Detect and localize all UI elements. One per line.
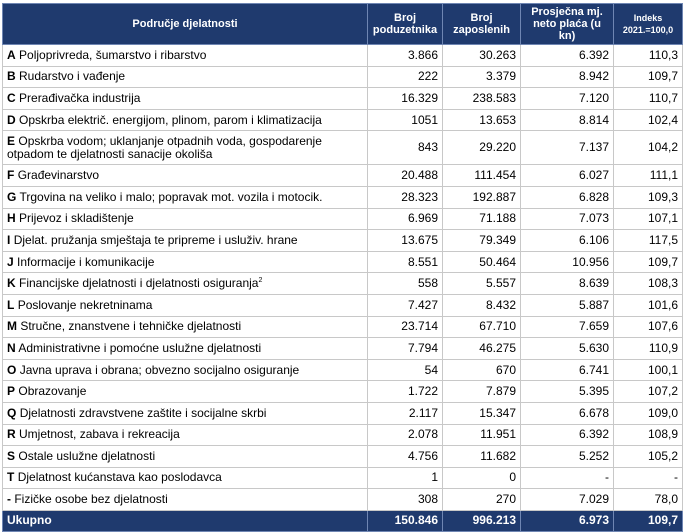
activity-code: I: [7, 232, 11, 247]
activity-cell: [3, 424, 368, 446]
activity-name: Poljoprivreda, šumarstvo i ribarstvo: [19, 47, 207, 62]
activity-cell: [3, 251, 368, 273]
entrepreneurs-cell: 2.117: [368, 402, 443, 424]
employees-cell: 5.557: [443, 273, 521, 295]
activity-name: Administrativne i pomoćne uslužne djelatnosti: [18, 340, 262, 355]
table-row: [3, 45, 683, 67]
entrepreneurs-cell: 1: [368, 467, 443, 489]
table-row: [3, 294, 683, 316]
employees-cell: 8.432: [443, 294, 521, 316]
footnote-marker: 2: [258, 277, 263, 285]
activity-code: L: [7, 297, 15, 312]
activity-code: O: [7, 362, 17, 377]
activity-cell: [3, 230, 368, 252]
activity-cell: [3, 446, 368, 468]
employees-cell: 67.710: [443, 316, 521, 338]
index-cell: 107,6: [614, 316, 683, 338]
activity-name: Opskrba vodom; uklanjanje otpadnih voda, gospodarenje otpadom te djelatnosti sanacije okoliša: [7, 133, 322, 161]
table-row: [3, 88, 683, 110]
table-header-row: [3, 4, 683, 45]
index-cell: 101,6: [614, 294, 683, 316]
activity-code: S: [7, 448, 16, 463]
index-cell: 111,1: [614, 165, 683, 187]
activity-code: R: [7, 427, 16, 442]
salary-cell: 8.942: [521, 66, 614, 88]
entrepreneurs-cell: 3.866: [368, 45, 443, 67]
activity-cell: [3, 109, 368, 131]
employees-cell: 29.220: [443, 131, 521, 165]
activity-cell: [3, 45, 368, 67]
entrepreneurs-cell: 23.714: [368, 316, 443, 338]
activity-code: E: [7, 133, 16, 148]
index-cell: 78,0: [614, 489, 683, 511]
entrepreneurs-cell: 8.551: [368, 251, 443, 273]
entrepreneurs-cell: 7.794: [368, 338, 443, 360]
total-employees: 996.213: [443, 510, 521, 531]
table-row: [3, 186, 683, 208]
activity-name: Umjetnost, zabava i rekreacija: [19, 427, 180, 442]
table-row: [3, 230, 683, 252]
index-cell: 110,7: [614, 88, 683, 110]
entrepreneurs-cell: 4.756: [368, 446, 443, 468]
employees-cell: 13.653: [443, 109, 521, 131]
activity-cell: [3, 131, 368, 165]
activity-name: Prerađivačka industrija: [19, 90, 141, 105]
index-cell: -: [614, 467, 683, 489]
activity-cell: [3, 208, 368, 230]
activity-cell: [3, 381, 368, 403]
salary-cell: -: [521, 467, 614, 489]
activity-code: A: [7, 47, 16, 62]
employees-cell: 50.464: [443, 251, 521, 273]
salary-cell: 5.630: [521, 338, 614, 360]
header-activity: Područje djelatnosti: [3, 4, 368, 45]
total-row: [3, 510, 683, 531]
total-entrepreneurs: 150.846: [368, 510, 443, 531]
salary-cell: 6.828: [521, 186, 614, 208]
employees-cell: 7.879: [443, 381, 521, 403]
activity-cell: [3, 165, 368, 187]
activity-name: Fizičke osobe bez djelatnosti: [14, 492, 168, 507]
header-index: Indeks 2021.=100,0: [614, 4, 683, 45]
table-row: [3, 316, 683, 338]
table-row: [3, 402, 683, 424]
employees-cell: 670: [443, 359, 521, 381]
entrepreneurs-cell: 20.488: [368, 165, 443, 187]
entrepreneurs-cell: 7.427: [368, 294, 443, 316]
index-cell: 110,9: [614, 338, 683, 360]
table-row: [3, 467, 683, 489]
index-cell: 117,5: [614, 230, 683, 252]
index-cell: 107,1: [614, 208, 683, 230]
employees-cell: 192.887: [443, 186, 521, 208]
total-label: Ukupno: [3, 510, 368, 531]
index-cell: 104,2: [614, 131, 683, 165]
activity-code: P: [7, 384, 16, 399]
employees-cell: 15.347: [443, 402, 521, 424]
entrepreneurs-cell: 16.329: [368, 88, 443, 110]
employees-cell: 0: [443, 467, 521, 489]
salary-cell: 5.252: [521, 446, 614, 468]
activity-cell: [3, 402, 368, 424]
salary-cell: 6.392: [521, 424, 614, 446]
index-cell: 100,1: [614, 359, 683, 381]
activity-code: H: [7, 211, 16, 226]
employees-cell: 111.454: [443, 165, 521, 187]
activity-name: Prijevoz i skladištenje: [19, 211, 134, 226]
activity-cell: [3, 294, 368, 316]
activity-cell: [3, 338, 368, 360]
activity-name: Rudarstvo i vađenje: [19, 69, 126, 84]
employees-cell: 3.379: [443, 66, 521, 88]
entrepreneurs-cell: 54: [368, 359, 443, 381]
activity-name: Građevinarstvo: [17, 168, 100, 183]
activity-code: G: [7, 189, 17, 204]
activity-code: N: [7, 340, 16, 355]
header-employees: Broj zaposlenih: [443, 4, 521, 45]
salary-cell: 6.106: [521, 230, 614, 252]
table-row: [3, 165, 683, 187]
activity-code: T: [7, 470, 15, 485]
entrepreneurs-cell: 1.722: [368, 381, 443, 403]
index-cell: 102,4: [614, 109, 683, 131]
table-row: [3, 446, 683, 468]
index-cell: 109,7: [614, 251, 683, 273]
activity-name: Financijske djelatnosti i djelatnosti osiguranja: [19, 276, 259, 291]
table-row: [3, 208, 683, 230]
total-salary: 6.973: [521, 510, 614, 531]
activity-name: Trgovina na veliko i malo; popravak mot. vozila i motocik.: [19, 189, 323, 204]
entrepreneurs-cell: 843: [368, 131, 443, 165]
table-row: [3, 131, 683, 165]
employees-cell: 270: [443, 489, 521, 511]
employees-cell: 11.951: [443, 424, 521, 446]
salary-cell: 5.887: [521, 294, 614, 316]
entrepreneurs-cell: 1051: [368, 109, 443, 131]
index-cell: 107,2: [614, 381, 683, 403]
table-row: [3, 251, 683, 273]
salary-cell: 6.678: [521, 402, 614, 424]
employees-cell: 71.188: [443, 208, 521, 230]
employees-cell: 238.583: [443, 88, 521, 110]
activity-name: Djelatnosti zdravstvene zaštite i socijalne skrbi: [19, 405, 267, 420]
activity-cell: [3, 316, 368, 338]
activity-cell: [3, 273, 368, 295]
activity-name: Djelat. pružanja smještaja te pripreme i usluživ. hrane: [13, 232, 298, 247]
activity-name: Opskrba električ. energijom, plinom, parom i klimatizacija: [19, 112, 322, 127]
entrepreneurs-cell: 13.675: [368, 230, 443, 252]
salary-cell: 7.073: [521, 208, 614, 230]
employees-cell: 30.263: [443, 45, 521, 67]
employees-cell: 79.349: [443, 230, 521, 252]
employees-cell: 11.682: [443, 446, 521, 468]
entrepreneurs-cell: 28.323: [368, 186, 443, 208]
header-salary: Prosječna mj. neto plaća (u kn): [521, 4, 614, 45]
employment-table: [2, 3, 683, 532]
activity-code: -: [7, 492, 11, 507]
activity-cell: [3, 88, 368, 110]
employees-cell: 46.275: [443, 338, 521, 360]
activity-cell: [3, 467, 368, 489]
activity-code: F: [7, 168, 15, 183]
salary-cell: 6.741: [521, 359, 614, 381]
activity-name: Obrazovanje: [18, 384, 87, 399]
entrepreneurs-cell: 558: [368, 273, 443, 295]
activity-cell: [3, 66, 368, 88]
entrepreneurs-cell: 6.969: [368, 208, 443, 230]
salary-cell: 7.137: [521, 131, 614, 165]
table-row: [3, 66, 683, 88]
activity-cell: [3, 489, 368, 511]
table-row: [3, 359, 683, 381]
salary-cell: 8.814: [521, 109, 614, 131]
index-cell: 108,9: [614, 424, 683, 446]
total-index: 109,7: [614, 510, 683, 531]
table-row: [3, 338, 683, 360]
salary-cell: 8.639: [521, 273, 614, 295]
activity-code: J: [7, 254, 14, 269]
activity-cell: [3, 186, 368, 208]
activity-name: Ostale uslužne djelatnosti: [18, 448, 156, 463]
salary-cell: 7.029: [521, 489, 614, 511]
activity-name: Informacije i komunikacije: [17, 254, 155, 269]
entrepreneurs-cell: 308: [368, 489, 443, 511]
index-cell: 109,7: [614, 66, 683, 88]
activity-code: D: [7, 112, 16, 127]
activity-name: Javna uprava i obrana; obvezno socijalno osiguranje: [19, 362, 300, 377]
table-row: [3, 424, 683, 446]
header-entrepreneurs: Broj poduzetnika: [368, 4, 443, 45]
activity-code: C: [7, 90, 16, 105]
table-row: [3, 489, 683, 511]
activity-name: Djelatnost kućanstava kao poslodavca: [17, 470, 222, 485]
salary-cell: 6.027: [521, 165, 614, 187]
activity-code: K: [7, 276, 16, 291]
activity-cell: [3, 359, 368, 381]
entrepreneurs-cell: 2.078: [368, 424, 443, 446]
table-row: [3, 109, 683, 131]
index-cell: 110,3: [614, 45, 683, 67]
entrepreneurs-cell: 222: [368, 66, 443, 88]
salary-cell: 10.956: [521, 251, 614, 273]
activity-code: B: [7, 69, 16, 84]
salary-cell: 5.395: [521, 381, 614, 403]
salary-cell: 7.120: [521, 88, 614, 110]
activity-name: Poslovanje nekretninama: [17, 297, 153, 312]
index-cell: 109,3: [614, 186, 683, 208]
table-row: [3, 273, 683, 295]
activity-name: Stručne, znanstvene i tehničke djelatnosti: [20, 319, 242, 334]
index-cell: 105,2: [614, 446, 683, 468]
activity-code: M: [7, 319, 17, 334]
index-cell: 108,3: [614, 273, 683, 295]
activity-code: Q: [7, 405, 17, 420]
salary-cell: 6.392: [521, 45, 614, 67]
salary-cell: 7.659: [521, 316, 614, 338]
index-cell: 109,0: [614, 402, 683, 424]
table-row: [3, 381, 683, 403]
